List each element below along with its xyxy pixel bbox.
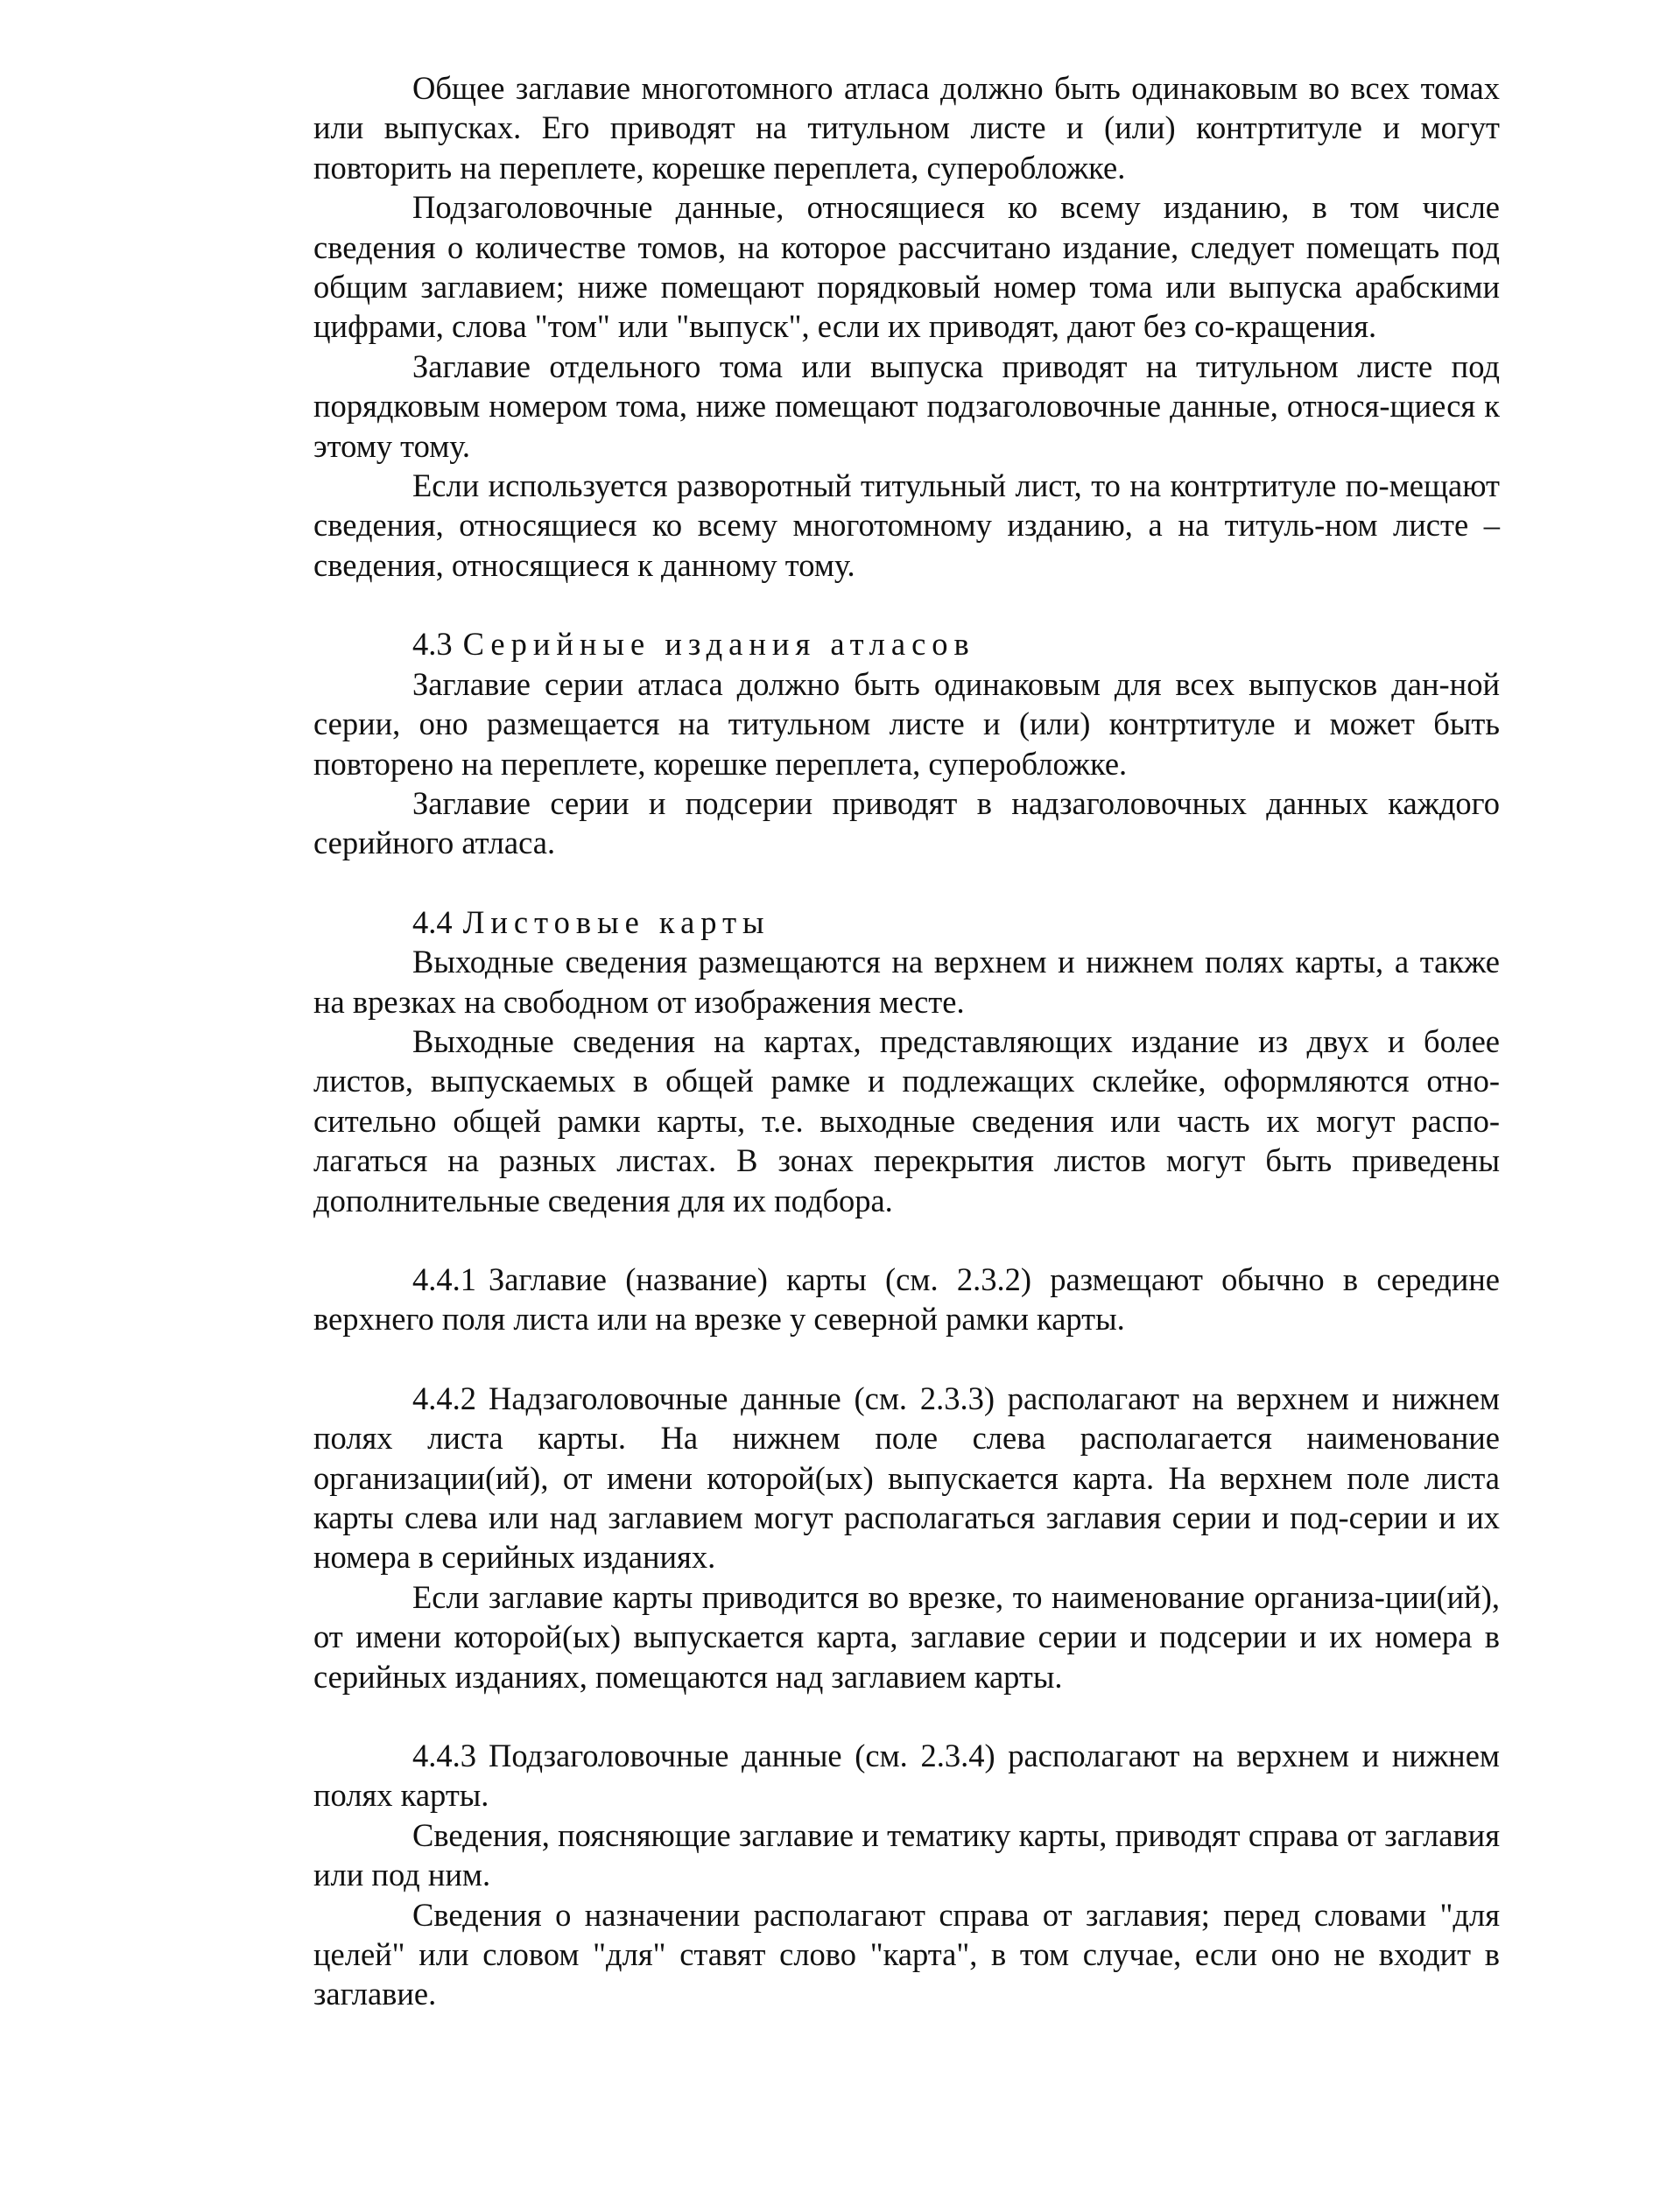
paragraph: Заглавие серии атласа должно быть одинаковым для всех выпусков дан-ной серии, оно размещается на титульном листе и (или) контртитуле и может быть повторено на переплете, корешке переплета, суперобложке.: [313, 665, 1500, 782]
subsection-4-4-2: [313, 1379, 1500, 1577]
paragraph: Сведения о назначении располагают справа от заглавия; перед словами "для целей" или словом "для" ставят слово "карта", в том случае, если оно не входит в заглавие.: [313, 1896, 1500, 2012]
subsection-4-4-1: [313, 1260, 1500, 1339]
paragraph: Заглавие серии и подсерии приводят в надзаголовочных данных каждого серийного атласа.: [313, 784, 1500, 861]
section-number: 4.3: [412, 626, 453, 663]
paragraph: Сведения, поясняющие заглавие и тематику карты, приводят справа от заглавия или под ним.: [313, 1816, 1500, 1893]
paragraph: Общее заглавие многотомного атласа должно быть одинаковым во всех томах или выпусках. Его приводят на титульном листе и (или) контртитуле и могут повторить на переплете, корешке переплета, суперобложке.: [313, 70, 1500, 186]
subsection-text: Надзаголовочные данные (см. 2.3.3) располагают на верхнем и нижнем полях листа карты. На нижнем поле слева располагается наименование организации(ий), от имени которой(ых) выпускается карта. На верхнем поле листа карты слева или над заглавием могут располагаться заглавия серии и под-серии и их номера в серийных изданиях.: [313, 1380, 1500, 1576]
paragraph: Если используется разворотный титульный лист, то на контртитуле по-мещают сведения, относящиеся ко всему многотомному изданию, а на титуль-ном листе – сведения, относящиеся к данному тому.: [313, 467, 1500, 583]
subsection-number: 4.4.1: [412, 1260, 476, 1297]
paragraph: Заглавие отдельного тома или выпуска приводят на титульном листе под порядковым номером тома, ниже помещают подзаголовочные данные, относя-щиеся к этому тому.: [313, 348, 1500, 464]
subsection-number: 4.4.3: [412, 1738, 476, 1774]
section-heading-4-3: [313, 624, 1500, 664]
subsection-text: Подзаголовочные данные (см. 2.3.4) располагают на верхнем и нижнем полях карты.: [313, 1738, 1500, 1814]
subsection-text: Заглавие (название) карты (см. 2.3.2) размещают обычно в середине верхнего поля листа или на врезке у северной рамки карты.: [313, 1260, 1500, 1338]
section-title: Листовые карты: [462, 903, 770, 940]
subsection-number: 4.4.2: [412, 1380, 476, 1416]
spacer: [313, 863, 1500, 902]
paragraph: Выходные сведения на картах, представляющих издание из двух и более листов, выпускаемых в общей рамке и подлежащих склейке, оформляются отно-сительно общей рамки карты, т.е. выходные сведения или часть их могут распо-лагаться на разных листах. В зонах перекрытия листов могут быть приведены дополнительные сведения для их подбора.: [313, 1022, 1500, 1218]
spacer: [313, 585, 1500, 624]
section-number: 4.4: [412, 903, 453, 940]
spacer: [313, 1339, 1500, 1379]
section-title: Серийные издания атласов: [462, 626, 975, 663]
spacer: [313, 1696, 1500, 1736]
section-heading-4-4: [313, 902, 1500, 942]
document-page: [313, 68, 1500, 2014]
paragraph: Если заглавие карты приводится во врезке, то наименование организа-ции(ий), от имени которой(ых) выпускается карта, заглавие серии и подсерии и их номера в серийных изданиях, помещаются над заглавием карты.: [313, 1578, 1500, 1695]
paragraph: Выходные сведения размещаются на верхнем и нижнем полях карты, а также на врезках на свободном от изображения месте.: [313, 944, 1500, 1020]
subsection-4-4-3: [313, 1736, 1500, 1815]
spacer: [313, 1220, 1500, 1260]
paragraph: Подзаголовочные данные, относящиеся ко всему изданию, в том числе сведения о количестве томов, на которое рассчитано издание, следует помещать под общим заглавием; ниже помещают порядковый номер тома или выпуска арабскими цифрами, слова "том" или "выпуск", если их приводят, дают без со-кращения.: [313, 189, 1500, 345]
